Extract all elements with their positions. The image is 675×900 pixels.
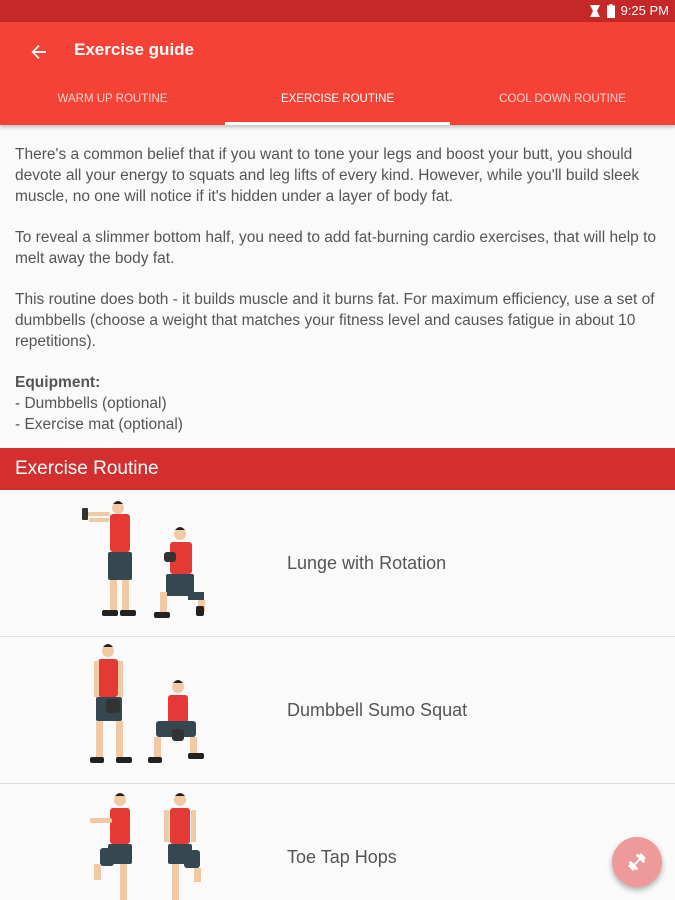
app-bar (0, 22, 675, 125)
workout-fab-button[interactable] (612, 837, 662, 887)
exercise-name: Dumbbell Sumo Squat (287, 700, 468, 720)
list-item[interactable] (0, 637, 675, 784)
toe-tap-illustration (60, 788, 235, 900)
lunge-illustration (60, 494, 235, 632)
page-title: Exercise guide (74, 40, 195, 59)
status-bar (0, 0, 675, 22)
dumbbell-icon (626, 851, 648, 873)
equipment-item: - Exercise mat (optional) (15, 416, 183, 433)
squat-illustration (60, 641, 235, 779)
exercise-list (0, 490, 675, 900)
arrow-back-icon (31, 44, 47, 60)
battery-icon (607, 4, 615, 18)
intro-paragraph-2: To reveal a slimmer bottom half, you need to add fat-burning cardio exercises, that will help to melt away the body fat. (15, 229, 656, 267)
tab-bar (0, 84, 675, 125)
intro-paragraph-3: This routine does both - it builds muscle and it burns fat. For maximum efficiency, use a set of dumbbells (choose a weight that matches your fitness level and causes fatigue in about 10 repetitions). (15, 291, 655, 350)
exercise-name: Lunge with Rotation (287, 553, 447, 573)
status-time: 9:25 PM (620, 3, 669, 18)
equipment-block (15, 372, 663, 435)
list-item[interactable] (0, 784, 675, 900)
equipment-title: Equipment: (15, 374, 101, 391)
section-header: Exercise Routine (0, 448, 675, 490)
intro-paragraph-1: There's a common belief that if you want to tone your legs and boost your butt, you should devote all your energy to squats and leg lifts of every kind. However, while you'll build sleek muscle, no one will notice if it's hidden under a layer of body fat. (15, 146, 640, 205)
tab-exercise-routine[interactable]: EXERCISE ROUTINE (225, 84, 450, 125)
exercise-name: Toe Tap Hops (287, 847, 397, 867)
back-button[interactable] (26, 39, 52, 65)
equipment-item: - Dumbbells (optional) (15, 395, 167, 412)
list-item[interactable] (0, 490, 675, 637)
tab-cool-down-routine[interactable]: COOL DOWN ROUTINE (499, 93, 626, 105)
intro-text (15, 144, 663, 435)
alarm-icon (589, 4, 601, 18)
tab-warm-up-routine[interactable]: WARM UP ROUTINE (57, 93, 168, 105)
